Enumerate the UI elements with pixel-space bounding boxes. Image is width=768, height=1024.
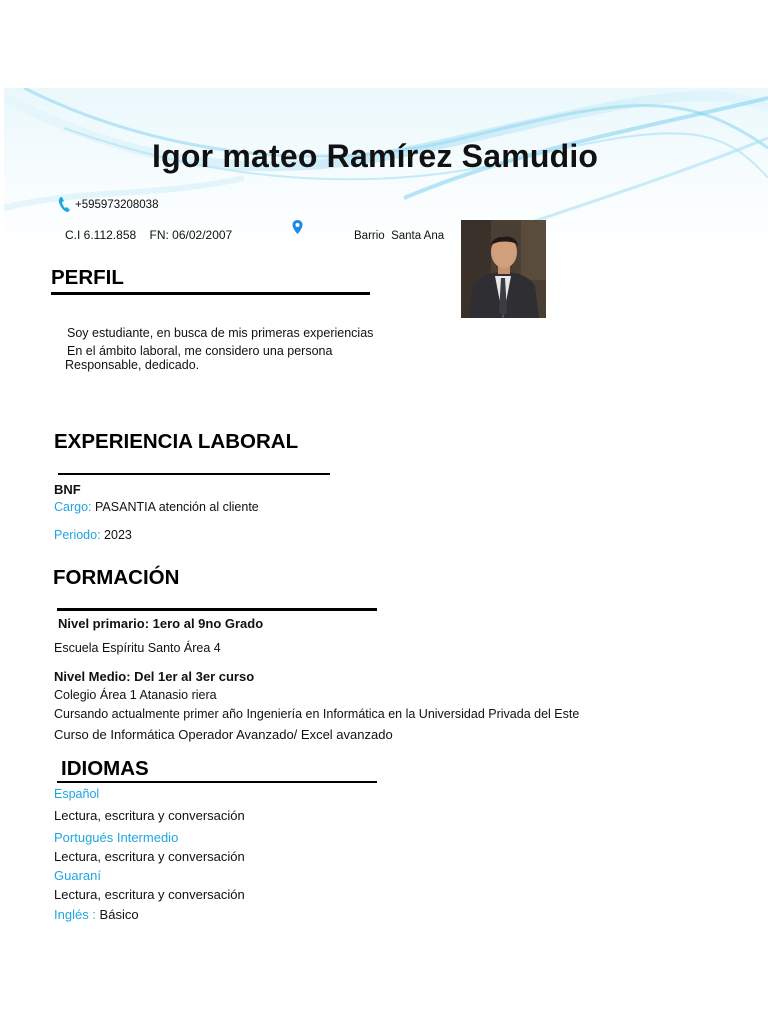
address: Barrio Santa Ana <box>354 230 445 242</box>
section-title-perfil: PERFIL <box>51 266 124 289</box>
section-rule-formacion <box>57 608 377 611</box>
section-rule-idiomas <box>57 781 377 783</box>
periodo-value: 2023 <box>104 528 132 542</box>
perfil-line-2: En el ámbito laboral, me considero una persona <box>67 344 333 358</box>
idioma-ingles: Inglés : <box>54 907 96 922</box>
idioma-portugues-detail: Lectura, escritura y conversación <box>54 849 245 864</box>
idioma-espanol: Español <box>54 787 100 801</box>
periodo-row <box>54 528 132 542</box>
phone-number: +595973208038 <box>75 199 159 211</box>
section-title-formacion: FORMACIÓN <box>53 566 180 589</box>
primario-title: Nivel primario: 1ero al 9no Grado <box>58 616 264 631</box>
candidate-name: Igor mateo Ramírez Samudio <box>152 138 599 174</box>
section-rule-perfil <box>51 292 370 295</box>
location-pin-icon <box>292 220 303 234</box>
idioma-guarani-detail: Lectura, escritura y conversación <box>54 887 245 902</box>
cargo-row <box>54 500 259 514</box>
idioma-espanol-detail: Lectura, escritura y conversación <box>54 808 245 823</box>
section-rule-experiencia <box>58 473 330 475</box>
profile-photo <box>461 220 546 318</box>
company-name: BNF <box>54 482 81 497</box>
primario-school: Escuela Espíritu Santo Área 4 <box>54 641 221 655</box>
perfil-line-1: Soy estudiante, en busca de mis primeras experiencias <box>67 326 374 340</box>
phone-icon <box>58 196 72 214</box>
periodo-label: Periodo: <box>54 528 101 542</box>
perfil-line-3: Responsable, dedicado. <box>65 358 200 372</box>
section-title-experiencia: EXPERIENCIA LABORAL <box>54 430 299 453</box>
cargo-value: PASANTIA atención al cliente <box>95 500 259 514</box>
idioma-guarani: Guaraní <box>54 868 101 883</box>
idioma-portugues: Portugués Intermedio <box>54 830 179 845</box>
universidad-line: Cursando actualmente primer año Ingeniería en Informática en la Universidad Privada del Este <box>54 707 580 721</box>
idioma-ingles-detail: Básico <box>99 907 139 922</box>
medio-title: Nivel Medio: Del 1er al 3er curso <box>54 669 255 684</box>
medio-school: Colegio Área 1 Atanasio riera <box>54 688 217 702</box>
curso-line: Curso de Informática Operador Avanzado/ Excel avanzado <box>54 727 393 742</box>
section-title-idiomas: IDIOMAS <box>61 757 149 780</box>
cargo-label: Cargo: <box>54 500 92 514</box>
idioma-ingles-row <box>54 907 139 922</box>
id-birthdate: C.I 6.112.858 FN: 06/02/2007 <box>65 228 233 242</box>
